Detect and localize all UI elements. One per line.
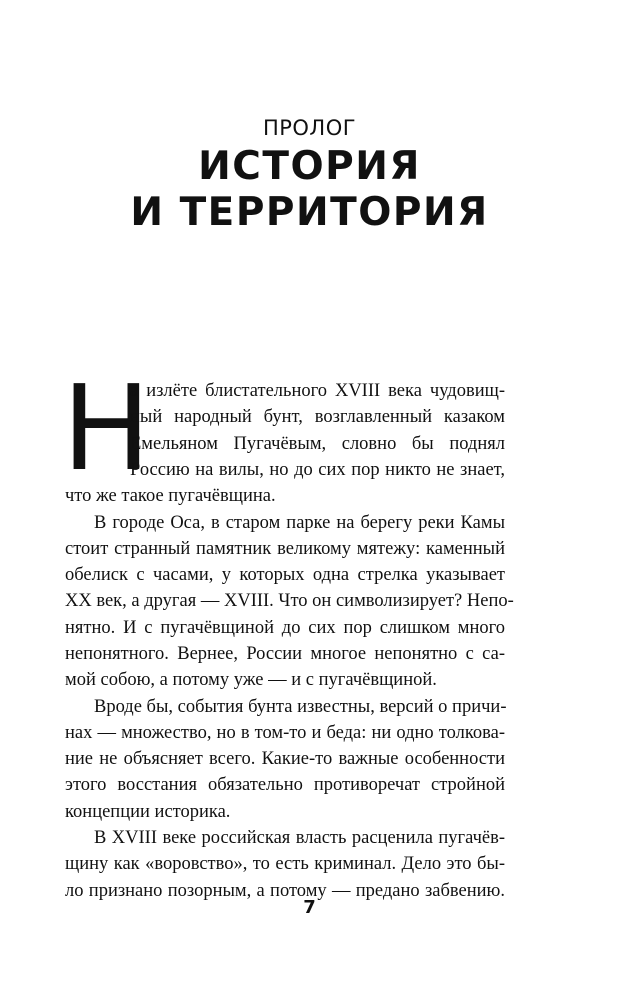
text-line: ние не объясняет всего. Какие-то важные особенности — [65, 749, 505, 770]
chapter-title-line: ИСТОРИЯ — [198, 144, 421, 189]
text-line: обелиск с часами, у которых одна стрелка указывает — [65, 565, 505, 586]
page-number: 7 — [303, 897, 316, 918]
paragraph — [65, 825, 505, 904]
text-line: а излёте блистательного XVIII века чудовищ- — [130, 381, 505, 401]
chapter-kicker: ПРОЛОГ — [262, 116, 357, 140]
chapter-title — [0, 144, 619, 236]
text-line: Россию на вилы, но до сих пор никто не знает, — [130, 459, 505, 480]
text-line: нятно. И с пугачёвщиной до сих пор слишком много — [65, 617, 505, 638]
chapter-title-line: И ТЕРРИТОРИЯ — [130, 190, 489, 235]
text-line: ло признано позорным, а потому — предано забвению. — [65, 880, 505, 901]
text-line: щину как «воровство», то есть криминал. Дело это бы- — [65, 854, 505, 875]
text-line: ный народный бунт, возглавленный казаком — [130, 407, 505, 428]
paragraph — [65, 510, 514, 694]
text-line: непонятного. Вернее, России многое непонятно с са- — [65, 643, 505, 664]
text-line: нах — множество, но в том-то и беда: ни одно толкова- — [65, 722, 505, 743]
text-line: XX век, а другая — XVIII. Что он символизирует? Непо- — [65, 591, 514, 612]
text-line: В XVIII веке российская власть расценила пугачёв- — [94, 828, 505, 849]
paragraph — [65, 378, 505, 509]
text-line: что же такое пугачёвщина. — [65, 486, 276, 507]
text-line: этого восстания обязательно противоречат стройной — [65, 775, 505, 796]
text-line: Вроде бы, события бунта известны, версий о причи- — [94, 696, 507, 717]
text-line: мой собою, а потому уже — и с пугачёвщиной. — [65, 670, 437, 691]
text-line: Емельяном Пугачёвым, словно бы поднял — [130, 433, 505, 454]
paragraph — [65, 694, 505, 825]
drop-cap: Н — [62, 359, 151, 497]
text-line: концепции историка. — [65, 801, 231, 822]
text-line: стоит странный памятник великому мятежу: каменный — [65, 538, 505, 559]
text-line: В городе Оса, в старом парке на берегу реки Камы — [94, 512, 505, 533]
